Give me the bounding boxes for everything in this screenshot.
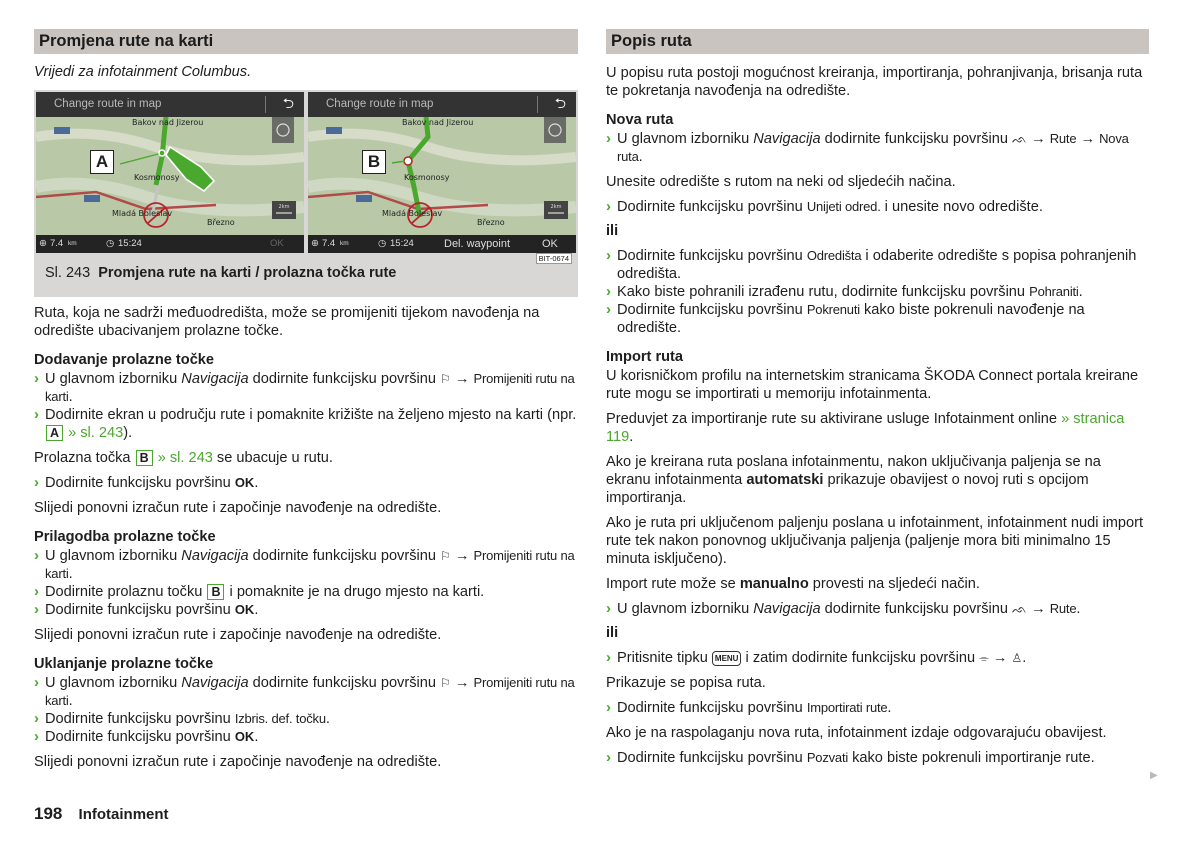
section-subtitle: Vrijedi za infotainment Columbus. [34, 64, 252, 80]
clock-icon: ◷ [378, 238, 387, 249]
list-item: › Kako biste pohranili izrađenu rutu, dodirnite funkcijsku površinu Pohraniti. [606, 283, 1083, 300]
intro-paragraph: U popisu ruta postoji mogućnost kreiranja, importiranja, pohranjivanja, brisanja ruta te pokretanja navođenja na odredište. [606, 65, 1143, 99]
paragraph: Ako je na raspolaganju nova ruta, infotainment izdaje odgovarajuću obavijest. [606, 725, 1107, 741]
time-value: 15:24 [390, 238, 414, 249]
list-item: › Dodirnite funkcijsku površinu Odredišta i odaberite odredište s popisa pohranjenih odredišta. [606, 247, 1137, 282]
bullet-arrow-icon: › [606, 301, 611, 318]
paragraph: Import rute može se manualno provesti na sljedeći način. [606, 576, 980, 592]
flag-nav-icon: ⚐ [440, 549, 451, 563]
screen-status-bar: ⊕ 7.4 km ◷ 15:24 OK [36, 235, 304, 253]
function-button-label: Promijeniti rutu na karti [45, 548, 575, 581]
paragraph: Preduvjet za importiranje rute su aktivirane usluge Infotainment online » stranica 119. [606, 411, 1125, 445]
paragraph: Ako je kreirana ruta poslana infotainmentu, nakon uključivanja paljenja se na ekranu infotainmenta automatski prikazuje obavijest o novoj ruti s opcijom importiranja. [606, 454, 1101, 506]
screen-status-bar: ⊕ 7.4 km ◷ 15:24 Del. waypoint OK [308, 235, 576, 253]
list-item: › Dodirnite funkcijsku površinu Pozvati kako biste pokrenuli importiranje rute. [606, 749, 1095, 766]
page-number: 198 [34, 804, 63, 823]
clock-icon: ◷ [106, 238, 115, 249]
function-button-label: OK [234, 475, 255, 490]
continue-triangle-icon: ▶ [1150, 770, 1158, 781]
map-place: Bakov nad Jizerou [402, 118, 474, 127]
map-place: Bakov nad Jizerou [132, 118, 204, 127]
callout-b: B [362, 150, 386, 174]
map-place: Mladá Boleslav [382, 209, 443, 218]
map-place: Březno [207, 218, 235, 227]
bullet-arrow-icon: › [606, 600, 611, 617]
function-button-label: OK [234, 729, 255, 744]
function-button-label: Rute [1049, 131, 1077, 146]
callout-ref-a: A [46, 425, 63, 441]
figure-link[interactable]: » sl. 243 [68, 425, 124, 441]
subheading-import: Import ruta [606, 349, 684, 365]
function-button-label: Promijeniti rutu na karti [45, 371, 575, 404]
subheading-new-route: Nova ruta [606, 112, 674, 128]
route-icon: ᨒ [1012, 132, 1027, 146]
function-button-label: OK [234, 602, 255, 617]
callout-a: A [90, 150, 114, 174]
list-item: › Dodirnite funkcijsku površinu Pokrenuti kako biste pokrenuli navođenje na odredište. [606, 301, 1085, 336]
nav-screen-b [308, 92, 576, 253]
list-item: › U glavnom izborniku Navigacija dodirnite funkcijsku površinu ⚐ → Promijeniti rutu na karti. [34, 674, 575, 709]
satellite-icon: ⌯ [979, 651, 989, 665]
distance-value: 7.4 [50, 238, 64, 249]
paragraph: Slijedi ponovni izračun rute i započinje navođenje na odredište. [34, 754, 442, 770]
list-item: › Dodirnite prolaznu točku B i pomaknite je na drugo mjesto na karti. [34, 583, 485, 600]
list-item: › Dodirnite funkcijsku površinu Izbris. def. točku. [34, 710, 330, 727]
function-button-label: Unijeti odred. [806, 199, 881, 214]
route-icon: ᨒ [1012, 602, 1027, 616]
ok-button[interactable]: OK [270, 238, 284, 249]
zoom-label: 2km [550, 204, 562, 210]
bullet-arrow-icon: › [606, 283, 611, 300]
menu-key: MENU [712, 651, 742, 666]
time-value: 15:24 [118, 238, 142, 249]
intro-paragraph: Ruta, koja ne sadrži međuodredišta, može se promijeniti tijekom navođenja na odredište ubacivanjem prolazne točke. [34, 305, 540, 339]
bullet-arrow-icon: › [606, 649, 611, 666]
callout-ref-b: B [207, 584, 224, 600]
function-button-label: Importirati rute [806, 700, 888, 715]
map-place: Kosmonosy [134, 173, 180, 182]
subheading-adjust: Prilagodba prolazne točke [34, 529, 216, 545]
distance-icon: ⊕ [39, 238, 47, 249]
left-column [34, 29, 578, 771]
or-label: ili [606, 625, 619, 641]
bullet-arrow-icon: › [606, 198, 611, 215]
paragraph: U korisničkom profilu na internetskim stranicama ŠKODA Connect portala kreirane rute mogu se importirati u memoriju infotainmenta. [606, 368, 1139, 402]
paragraph: Unesite odredište s rutom na neki od sljedećih načina. [606, 174, 956, 190]
nav-screen-a [36, 92, 304, 253]
list-item: › Dodirnite funkcijsku površinu OK. [34, 728, 259, 745]
function-button-label: Nova ruta [617, 131, 1129, 164]
bullet-arrow-icon: › [606, 749, 611, 766]
bullet-arrow-icon: › [606, 247, 611, 264]
list-item: › Dodirnite funkcijsku površinu OK. [34, 474, 259, 491]
list-item: › U glavnom izborniku Navigacija dodirnite funkcijsku površinu ᨒ → Rute. [606, 600, 1081, 617]
function-button-label: Izbris. def. točku [234, 711, 326, 726]
paragraph: Ako je ruta pri uključenom paljenju poslana u infotainment, infotainment nudi import rute tek nakon ponovnog uključivanja paljenja (paljenje mora biti minimalno 15 minuta isključeno). [606, 515, 1144, 567]
bullet-arrow-icon: › [34, 674, 39, 691]
function-button-label: Pozvati [806, 750, 849, 765]
map-place: Březno [477, 218, 505, 227]
list-item: › U glavnom izborniku Navigacija dodirnite funkcijsku površinu ᨒ → Rute → Nova ruta. [606, 130, 1129, 165]
bullet-arrow-icon: › [34, 474, 39, 491]
callout-ref-b: B [136, 450, 153, 466]
list-item: › Pritisnite tipku MENU i zatim dodirnite funkcijsku površinu ⌯ → ♙. [606, 649, 1027, 666]
bullet-arrow-icon: › [34, 547, 39, 564]
flag-nav-icon: ⚐ [440, 372, 451, 386]
map-place: Kosmonosy [404, 173, 450, 182]
map-view [36, 117, 304, 235]
figure-link[interactable]: » sl. 243 [157, 450, 213, 466]
paragraph: Prikazuje se popisa ruta. [606, 675, 766, 691]
back-icon: ⮌ [554, 95, 566, 111]
zoom-label: 2km [278, 204, 290, 210]
function-button-label: Pohraniti [1029, 284, 1079, 299]
paragraph: Prolazna točka B » sl. 243 se ubacuje u rutu. [34, 450, 333, 466]
function-button-label: Rute [1049, 601, 1077, 616]
figure-243 [34, 90, 578, 297]
del-waypoint-button[interactable]: Del. waypoint [444, 238, 511, 250]
bullet-arrow-icon: › [34, 583, 39, 600]
list-item: › Dodirnite funkcijsku površinu OK. [34, 601, 259, 618]
subheading-remove: Uklanjanje prolazne točke [34, 656, 214, 672]
bullet-arrow-icon: › [34, 601, 39, 618]
footer-title: Infotainment [78, 806, 169, 823]
flag-nav-icon: ⚐ [440, 676, 451, 690]
bullet-arrow-icon: › [606, 130, 611, 147]
screen-title: Change route in map [36, 92, 304, 117]
figure-code: BIT-0674 [536, 253, 572, 264]
person-icon: ♙ [1011, 651, 1023, 665]
subheading-add: Dodavanje prolazne točke [34, 352, 215, 368]
paragraph: Slijedi ponovni izračun rute i započinje navođenje na odredište. [34, 500, 442, 516]
ok-button[interactable]: OK [542, 238, 558, 250]
paragraph: Slijedi ponovni izračun rute i započinje navođenje na odredište. [34, 627, 442, 643]
function-button-label: Pokrenuti [806, 302, 860, 317]
page-footer [34, 805, 169, 824]
figure-caption: Sl. 243 Promjena rute na karti / prolazna točka rute [45, 265, 397, 281]
bullet-arrow-icon: › [34, 370, 39, 387]
list-item: › Dodirnite funkcijsku površinu Unijeti odred. i unesite novo odredište. [606, 198, 1043, 215]
page-link[interactable]: » stranica 119 [606, 411, 1125, 445]
bullet-arrow-icon: › [606, 699, 611, 716]
bullet-arrow-icon: › [34, 728, 39, 745]
section-heading: Popis ruta [606, 29, 1149, 54]
map-view [308, 117, 576, 235]
bullet-arrow-icon: › [34, 710, 39, 727]
function-button-label: Odredišta [806, 248, 862, 263]
list-item: › U glavnom izborniku Navigacija dodirnite funkcijsku površinu ⚐ → Promijeniti rutu na karti. [34, 547, 575, 582]
section-heading: Promjena rute na karti [34, 29, 578, 54]
function-button-label: Promijeniti rutu na karti [45, 675, 575, 708]
right-column [606, 29, 1149, 767]
or-label: ili [606, 223, 619, 239]
list-item: › Dodirnite funkcijsku površinu Importirati rute. [606, 699, 892, 716]
map-place: Mladá Boleslav [112, 209, 173, 218]
list-item: › U glavnom izborniku Navigacija dodirnite funkcijsku površinu ⚐ → Promijeniti rutu na karti. [34, 370, 575, 405]
list-item: › Dodirnite ekran u području rute i pomaknite križište na željeno mjesto na karti (npr. A » sl. 243). [34, 406, 577, 441]
back-icon: ⮌ [282, 95, 294, 111]
bullet-arrow-icon: › [34, 406, 39, 423]
distance-icon: ⊕ [311, 238, 319, 249]
screen-title: Change route in map [308, 92, 576, 117]
distance-value: 7.4 [322, 238, 336, 249]
